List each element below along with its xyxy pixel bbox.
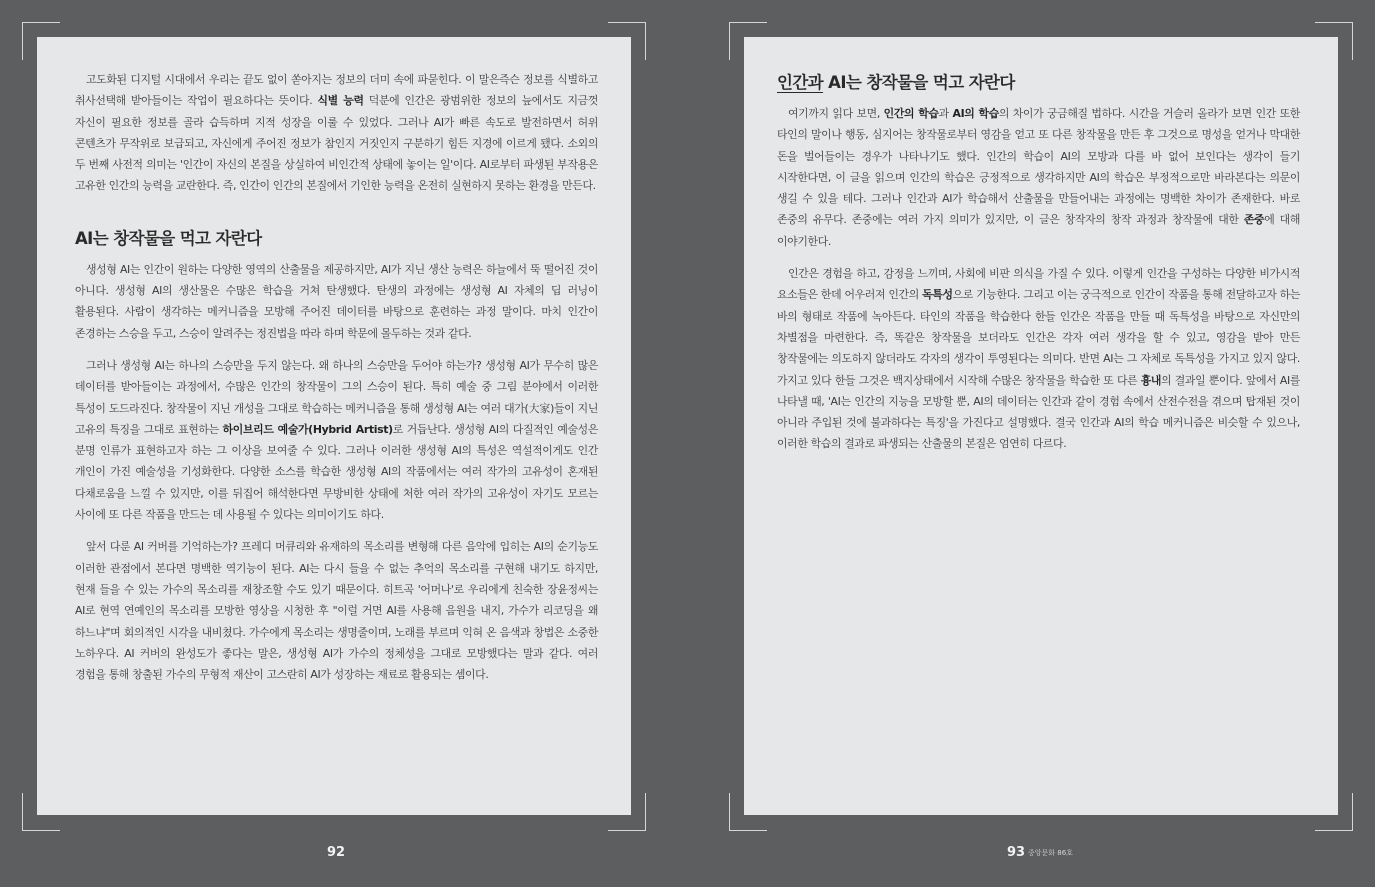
- text-run: 로 거듭난다. 생성형 AI의 다질적인 예술성은 분명 인류가 표현하고자 하는 그 이상을 보여줄 수 있다. 그러나 이러한 생성형 AI의 특성은 역설적이게도 인간 개인이 가진 예술성을 기성화한다. 다양한 소스를 학습한 생성형 AI의 작품에서는 여러 작가의 고유성이 혼재된 다채로움을 느낄 수 있지만, 이를 뒤집어 해석한다면 무방비한 상태에 처한 여러 작가의 고유성이 자기도 모르는 사이에 또 다른 작품을 만드는 데 사용될 수 있다는 의미이기도 하다.: [75, 422, 599, 522]
- body-paragraph: [75, 259, 598, 344]
- emphasis-text: AI의 학습: [952, 107, 999, 120]
- body-paragraph: [777, 103, 1300, 252]
- section-body: [75, 259, 598, 686]
- body-paragraph: [75, 536, 598, 685]
- text-run: 고도화된 디지털 시대에서 우리는 끝도 없이 쏟아지는 정보의 더미 속에 파묻힌다. 이 말은즉슨 정보를 식별하고 취사선택해 받아들이는 작업이 필요하다는 뜻이다.: [75, 73, 598, 108]
- heading-rest: AI는 창작물을 먹고 자란다: [823, 73, 1015, 92]
- emphasis-text: 하이브리드 예술가(Hybrid Artist): [222, 422, 393, 436]
- text-run: 여기까지 읽다 보면,: [788, 107, 884, 120]
- emphasis-text: 식별 능력: [317, 94, 364, 108]
- body-paragraph: [777, 263, 1300, 455]
- text-run: 과: [938, 107, 953, 120]
- text-run: 앞서 다룬 AI 커버를 기억하는가? 프레디 머큐리와 유재하의 목소리를 변형해 다른 음악에 입히는 AI의 순기능도 이러한 관점에서 본다면 명백한 역기능이 된다. AI는 다시 들을 수 없는 추억의 목소리를 구현해 내기도 하지만, 현재 들을 수 있는 가수의 목소리를 재창조할 수도 있기 때문이다. 히트곡 '어머나'로 우리에게 친숙한 장윤정씨는 AI로 현역 연예인의 목소리를 모방한 영상을 시청한 후 "이럴 거면 AI를 사용해 음원을 내지, 가수가 리코딩을 왜 하느냐"며 회의적인 시각을 내비쳤다. 가수에게 목소리는 생명줄이며, 노래를 부르며 익혀 온 음색과 창법은 소중한 노하우다. AI 커버의 완성도가 좋다는 말은, 생성형 AI가 가수의 정체성을 그대로 모방했다는 말과 같다. 여러 경험을 통해 창출된 가수의 무형적 재산이 고스란히 AI가 성장하는 재료로 활용되는 셈이다.: [75, 540, 598, 682]
- text-run: 으로 기능한다. 그리고 이는 궁극적으로 인간이 작품을 통해 전달하고자 하는 바의 형태로 작품에 녹아든다. 타인의 작품을 학습한다 한들 인간은 작품을 만들 때 독특성을 바탕으로 자신만의 차별점을 마련한다. 즉, 똑같은 창작물을 보더라도 인간은 각자 여러 생각을 할 수 있고, 영감을 받아 만든 창작물에는 의도하지 않더라도 각자의 생각이 투영된다는 의미다. 반면 AI는 그 자체로 독특성을 가지고 있지 않다. 가지고 있다 한들 그것은 백지상태에서 시작해 수많은 창작물을 학습한 또 다른: [777, 288, 1301, 387]
- intro-section: [75, 69, 598, 197]
- text-run: 의 차이가 궁금해질 법하다. 시간을 거슬러 올라가 보면 인간 또한 타인의 말이나 행동, 심지어는 창작물로부터 영감을 얻고 또 다른 창작물을 만든 후 그것으로 명성을 얻거나 막대한 돈을 벌어들이는 경우가 나타나기도 했다. 인간의 학습이 AI의 모방과 다를 바 없어 보인다는 생각이 들기 시작한다면, 이 글을 읽으며 인간의 학습은 긍정적으로 생각하지만 AI의 학습은 부정적으로만 바라본다는 의문이 생길 수 있을 테다. 그러나 인간과 AI가 학습해서 산출물을 만들어내는 과정에는 명백한 차이가 존재한다. 바로 존중의 유무다. 존중에는 여러 가지 의미가 있지만, 이 글은 창작자의 창작 과정과 창작물에 대한: [777, 107, 1300, 227]
- text-run: 에 대해 이야기한다.: [777, 213, 1300, 248]
- section-heading: AI는 창작물을 먹고 자란다: [75, 228, 262, 248]
- right-page: [744, 37, 1338, 815]
- text-run: 그러나 생성형 AI는 하나의 스승만을 두지 않는다. 왜 하나의 스승만을 두어야 하는가? 생성형 AI가 무수히 많은 데이터를 받아들이는 과정에서, 수많은 인간의 창작물이 그의 스승이 된다. 특히 예술 중 그림 분야에서 이러한 특성이 도드라진다. 창작물이 지닌 개성을 그대로 학습하는 메커니즘을 통해 생성형 AI는 여러 대가(大家)들이 지닌 고유의 특징을 그대로 표현하는: [75, 358, 598, 436]
- page-number-right: 93: [1007, 845, 1026, 860]
- emphasis-text: 독특성: [922, 288, 953, 302]
- left-page: [37, 37, 631, 815]
- section-heading: [777, 71, 1300, 95]
- text-run: 생성형 AI는 인간이 원하는 다양한 영역의 산출물을 제공하지만, AI가 지닌 생산 능력은 하늘에서 뚝 떨어진 것이 아니다. 생성형 AI의 생산물은 수많은 학습을 거쳐 탄생했다. 탄생의 과정에는 생성형 AI 자체의 딥 러닝이 활용된다. 사람이 생각하는 메커니즘을 모방해 주어진 데이터를 바탕으로 훈련하는 과정 말이다. 마치 인간이 존경하는 스승을 두고, 스승이 알려주는 정진법을 따라 하며 학문에 몰두하는 것과 같다.: [75, 262, 598, 340]
- text-run: 의 결과일 뿐이다. 앞에서 AI를 나타낼 때, 'AI는 인간의 지능을 모방할 뿐, AI의 데이터는 인간과 같이 경험 속에서 산전수전을 겪으며 탑재된 것이 아니라 주입된 것에 불과하다는 특징'을 가진다고 설명했다. 결국 인간과 AI의 학습 메커니즘은 비슷할 수 있으나, 이러한 학습의 결과로 파생되는 산출물의 본질은 엄연히 다르다.: [777, 373, 1300, 451]
- heading-highlight: 인간과: [777, 73, 824, 92]
- body-paragraph: [75, 355, 598, 525]
- page-number-left: 92: [327, 845, 346, 860]
- text-run: 덕분에 인간은 광범위한 정보의 늪에서도 지금껏 자신이 필요한 정보를 골라 습득하며 지적 성장을 이룰 수 있었다. 그러나 AI가 빠른 속도로 발전하면서 허위 콘텐츠가 무작위로 보급되고, 자신에게 주어진 정보가 참인지 거짓인지 구분하기 힘든 지경에 이르게 됐다. 소외의 두 번째 사전적 의미는 '인간이 자신의 본질을 상실하여 비인간적 상태에 놓이는 일'이다. AI로부터 파생된 부작용은 고유한 인간의 능력을 교란한다. 즉, 인간이 인간의 본질에서 기인한 능력을 온전히 실현하지 못하는 환경을 만든다.: [75, 94, 598, 193]
- body-paragraph: [75, 69, 598, 197]
- emphasis-text: 존중: [1243, 213, 1265, 227]
- journal-title: 중앙문화 86호: [1028, 849, 1073, 857]
- emphasis-text: 인간의 학습: [883, 107, 939, 120]
- text-run: 인간은 경험을 하고, 감정을 느끼며, 사회에 비판 의식을 가질 수 있다. 이렇게 인간을 구성하는 다양한 비가시적 요소들은 한데 어우러져 인간의: [777, 267, 1300, 302]
- emphasis-text: 흉내: [1140, 373, 1162, 387]
- section-body: [777, 103, 1300, 455]
